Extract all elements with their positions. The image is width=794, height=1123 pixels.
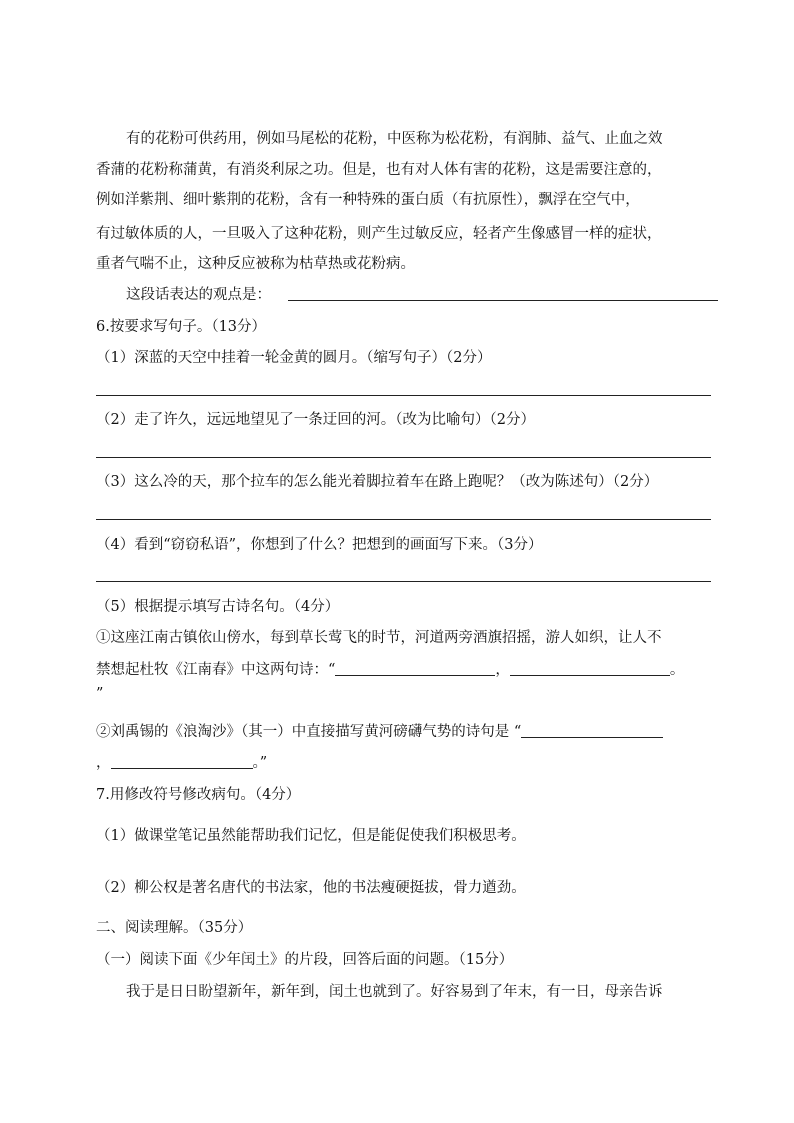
q7-item-2: （2）柳公权是著名唐代的书法家，他的书法瘦硬挺拔，骨力遒劲。 (96, 880, 526, 896)
part2-sub1: （一）阅读下面《少年闰土》的片段，回答后面的问题。（15分） (96, 952, 514, 968)
poem2-prompt: ②刘禹锡的《浪淘沙》（其一）中直接描写黄河磅礴气势的诗句是 “ (96, 724, 522, 740)
poem1-line-1: ①这座江南古镇依山傍水，每到草长莺飞的时节，河道两旁酒旗招摇，游人如织，让人不 (96, 630, 662, 646)
viewpoint-answer-line[interactable] (288, 300, 718, 301)
q6-item-5: （5）根据提示填写古诗名句。（4分） (96, 599, 340, 615)
viewpoint-prompt: 这段话表达的观点是： (126, 287, 271, 303)
q6-item-4: （4）看到“窃窃私语”，你想到了什么？把想到的画面写下来。（3分） (96, 537, 543, 553)
passage-line-5: 重者气喘不止，这种反应被称为枯草热或花粉病。 (96, 256, 415, 272)
passage-line-3: 例如洋紫荆、细叶紫荆的花粉，含有一种特殊的蛋白质（有抗原性），飘浮在空气中， (96, 192, 640, 208)
reading-text-line: 我于是日日盼望新年，新年到，闰土也就到了。好容易到了年末，有一日，母亲告诉 (126, 984, 663, 1000)
q7-title: 7.用修改符号修改病句。（4分） (96, 787, 301, 803)
poem1-close-quote: ” (96, 686, 104, 702)
poem2-blank-2[interactable] (111, 753, 253, 769)
passage-line-1: 有的花粉可供药用，例如马尾松的花粉，中医称为松花粉，有润肺、益气、止血之效 (126, 131, 663, 147)
poem1-blank-1[interactable] (335, 660, 495, 676)
q6-item-3: （3）这么冷的天，那个拉车的怎么能光着脚拉着车在路上跑呢？（改为陈述句）（2分） (96, 474, 659, 490)
passage-line-4: 有过敏体质的人，一旦吸入了这种花粉，则产生过敏反应，轻者产生像感冒一样的症状， (96, 226, 662, 242)
q6-item-1: （1）深蓝的天空中挂着一轮金黄的圆月。（缩写句子）（2分） (96, 350, 492, 366)
poem2-end: 。” (252, 755, 268, 771)
passage-line-2: 香蒲的花粉称蒲黄，有消炎利尿之功。但是，也有对人体有害的花粉，这是需要注意的， (96, 162, 662, 178)
poem1-comma: ， (495, 662, 510, 678)
part2-title: 二、阅读理解。（35分） (96, 920, 253, 936)
q6-item-1-answer-line[interactable] (96, 395, 711, 396)
q7-item-1: （1）做课堂笔记虽然能帮助我们记忆，但是能促使我们积极思考。 (96, 828, 526, 844)
q6-title: 6.按要求写句子。（13分） (96, 319, 267, 335)
q6-item-2-answer-line[interactable] (96, 457, 711, 458)
poem2-line-2 (96, 753, 267, 773)
poem2-line-1 (96, 722, 663, 742)
poem1-blank-2[interactable] (510, 660, 670, 676)
q6-item-2: （2）走了许久，远远地望见了一条迂回的河。（改为比喻句）（2分） (96, 412, 535, 428)
poem2-comma: ， (96, 755, 111, 771)
poem1-line-2 (96, 660, 684, 680)
q6-item-3-answer-line[interactable] (96, 519, 711, 520)
q6-item-4-answer-line[interactable] (96, 581, 711, 582)
poem2-blank-1[interactable] (521, 722, 663, 738)
poem1-prompt: 禁想起杜牧《江南春》中这两句诗：“ (96, 662, 336, 678)
poem1-period: 。 (669, 662, 685, 678)
